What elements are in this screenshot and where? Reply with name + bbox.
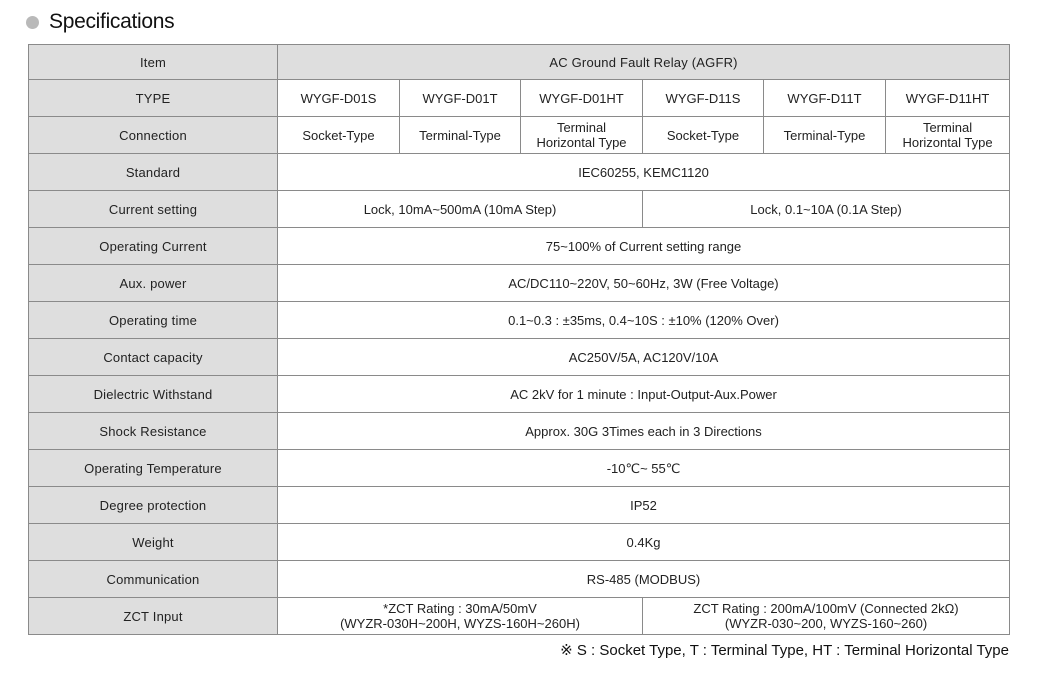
connection-cell: Socket-Type <box>643 117 764 154</box>
row-degree-protection <box>29 487 1010 524</box>
shock-value: Approx. 30G 3Times each in 3 Directions <box>278 413 1010 450</box>
type-cell: WYGF-D01S <box>278 80 400 117</box>
section-title: Specifications <box>49 10 175 33</box>
zct-right-line: ZCT Rating : 200mA/100mV (Connected 2kΩ) <box>693 601 959 616</box>
type-label: TYPE <box>29 80 278 117</box>
type-cell: WYGF-D11S <box>643 80 764 117</box>
aux-power-label: Aux. power <box>29 265 278 302</box>
operating-time-label: Operating time <box>29 302 278 339</box>
zct-label: ZCT Input <box>29 598 278 635</box>
op-temp-value: -10℃~ 55℃ <box>278 450 1010 487</box>
row-current-setting <box>29 191 1010 228</box>
current-setting-label: Current setting <box>29 191 278 228</box>
current-setting-left: Lock, 10mA~500mA (10mA Step) <box>278 191 643 228</box>
item-label: Item <box>29 45 278 80</box>
bullet-dot-icon <box>26 16 39 29</box>
row-type <box>29 80 1010 117</box>
op-temp-label: Operating Temperature <box>29 450 278 487</box>
connection-cell <box>886 117 1010 154</box>
connection-line: Horizontal Type <box>902 135 993 150</box>
row-zct-input <box>29 598 1010 635</box>
row-standard <box>29 154 1010 191</box>
operating-current-value: 75~100% of Current setting range <box>278 228 1010 265</box>
shock-label: Shock Resistance <box>29 413 278 450</box>
dielectric-label: Dielectric Withstand <box>29 376 278 413</box>
row-dielectric <box>29 376 1010 413</box>
row-connection <box>29 117 1010 154</box>
row-shock <box>29 413 1010 450</box>
aux-power-value: AC/DC110~220V, 50~60Hz, 3W (Free Voltage) <box>278 265 1010 302</box>
row-operating-temperature <box>29 450 1010 487</box>
connection-line: Horizontal Type <box>536 135 627 150</box>
zct-right <box>643 598 1010 635</box>
zct-left <box>278 598 643 635</box>
connection-cell: Terminal-Type <box>400 117 521 154</box>
contact-capacity-label: Contact capacity <box>29 339 278 376</box>
standard-label: Standard <box>29 154 278 191</box>
weight-value: 0.4Kg <box>278 524 1010 561</box>
zct-left-line: (WYZR-030H~200H, WYZS-160H~260H) <box>340 616 580 631</box>
current-setting-right: Lock, 0.1~10A (0.1A Step) <box>643 191 1010 228</box>
type-cell: WYGF-D01HT <box>521 80 643 117</box>
zct-left-line: *ZCT Rating : 30mA/50mV <box>383 601 537 616</box>
dielectric-value: AC 2kV for 1 minute : Input-Output-Aux.Power <box>278 376 1010 413</box>
row-item <box>29 45 1010 80</box>
operating-current-label: Operating Current <box>29 228 278 265</box>
connection-line: Terminal <box>556 120 607 135</box>
contact-capacity-value: AC250V/5A, AC120V/10A <box>278 339 1010 376</box>
row-contact-capacity <box>29 339 1010 376</box>
footnote: ※ S : Socket Type, T : Terminal Type, HT : Terminal Horizontal Type <box>560 642 1009 659</box>
degree-value: IP52 <box>278 487 1010 524</box>
communication-label: Communication <box>29 561 278 598</box>
standard-value: IEC60255, KEMC1120 <box>278 154 1010 191</box>
connection-cell <box>521 117 643 154</box>
row-weight <box>29 524 1010 561</box>
degree-label: Degree protection <box>29 487 278 524</box>
row-operating-time <box>29 302 1010 339</box>
item-value: AC Ground Fault Relay (AGFR) <box>278 45 1010 80</box>
connection-label: Connection <box>29 117 278 154</box>
type-cell: WYGF-D11HT <box>886 80 1010 117</box>
row-aux-power <box>29 265 1010 302</box>
type-cell: WYGF-D01T <box>400 80 521 117</box>
weight-label: Weight <box>29 524 278 561</box>
communication-value: RS-485 (MODBUS) <box>278 561 1010 598</box>
row-communication <box>29 561 1010 598</box>
connection-cell: Terminal-Type <box>764 117 886 154</box>
zct-right-line: (WYZR-030~200, WYZS-160~260) <box>724 616 928 631</box>
connection-line: Terminal <box>922 120 973 135</box>
row-operating-current <box>29 228 1010 265</box>
specifications-table <box>28 44 1010 635</box>
connection-cell: Socket-Type <box>278 117 400 154</box>
operating-time-value: 0.1~0.3 : ±35ms, 0.4~10S : ±10% (120% Over) <box>278 302 1010 339</box>
type-cell: WYGF-D11T <box>764 80 886 117</box>
section-heading <box>26 9 174 35</box>
